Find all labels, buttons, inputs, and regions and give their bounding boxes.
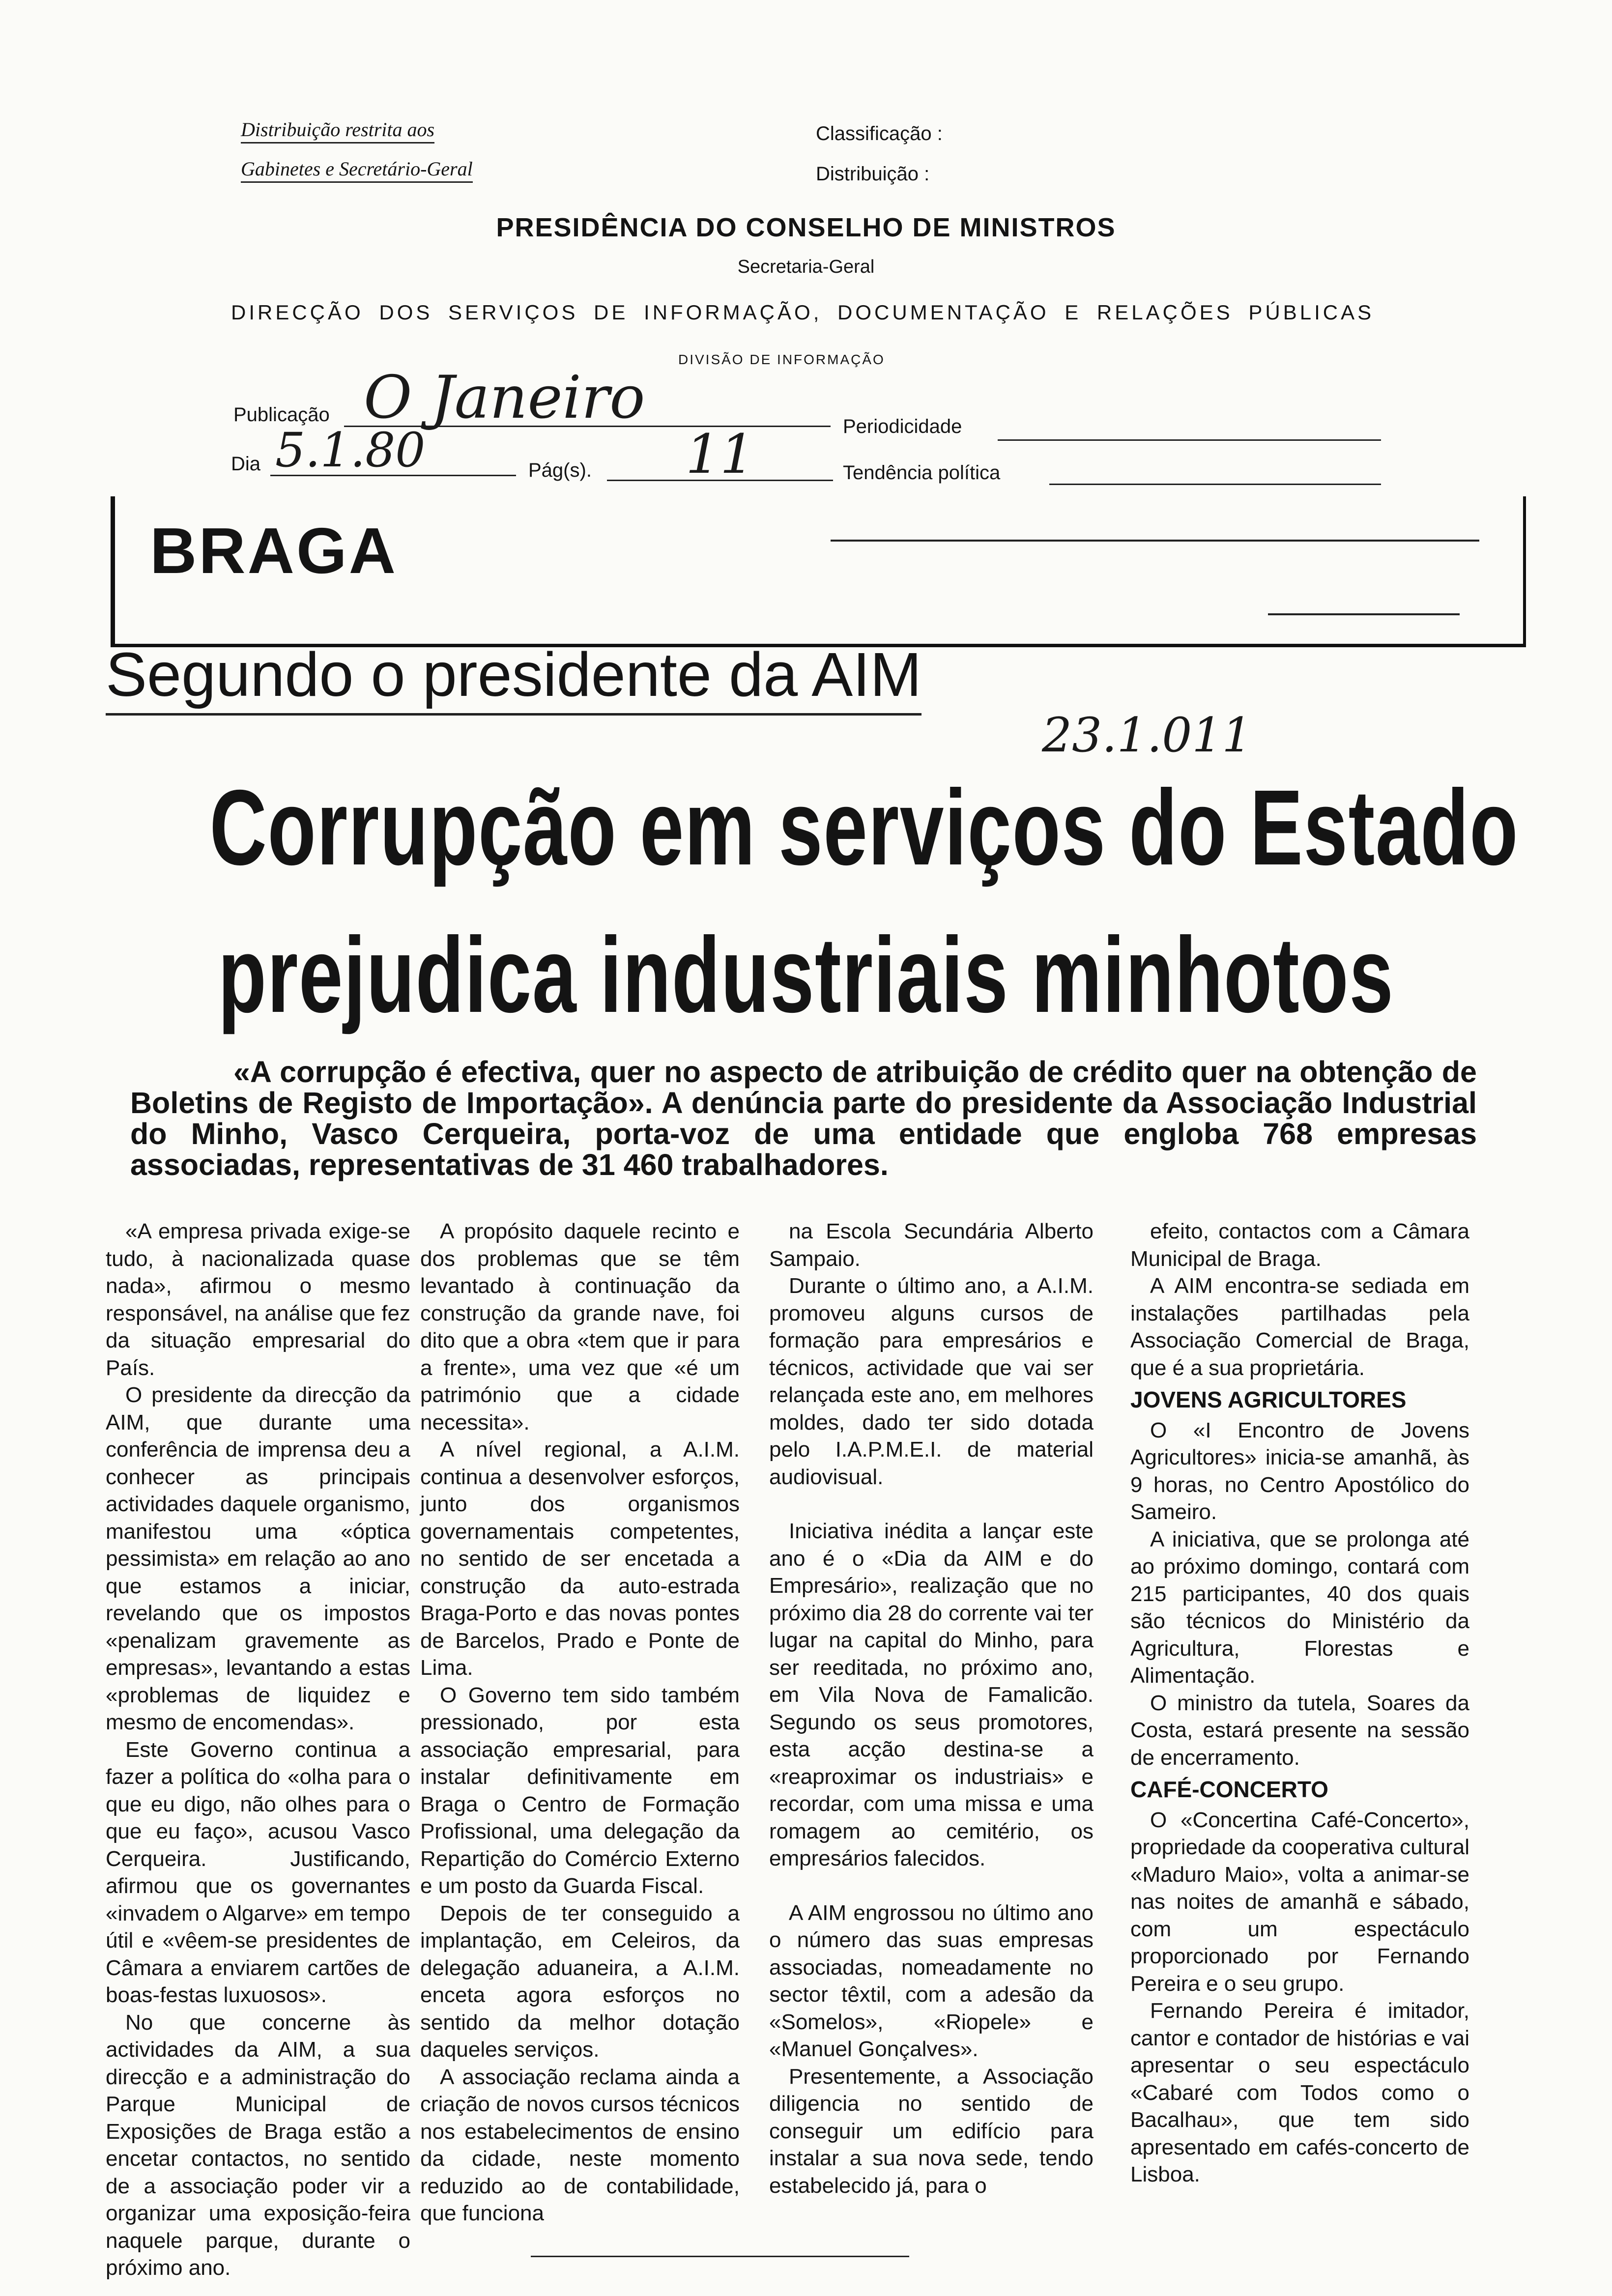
secretaria-geral: Secretaria-Geral xyxy=(737,257,875,277)
presidencia-title: PRESIDÊNCIA DO CONSELHO DE MINISTROS xyxy=(496,213,1116,242)
paragraph: A AIM encontra-se sediada em instalações partilhadas pela Associação Comercial de Braga, que é a sua proprietária. xyxy=(1130,1274,1469,1380)
dia-label: Dia xyxy=(231,453,261,475)
paragraph: Durante o último ano, a A.I.M. promoveu alguns cursos de formação para empresários e técnicos, actividade que vai ser relançada este ano, em melhores moldes, dado ter sido dotada pelo I.A.P.M.E.I. de material audiovisual. xyxy=(769,1274,1094,1489)
divisao-line: DIVISÃO DE INFORMAÇÃO xyxy=(678,352,885,367)
pags-handwritten: 11 xyxy=(686,423,754,486)
pags-field xyxy=(607,423,833,486)
publicacao-handwritten: O Janeiro xyxy=(364,364,645,432)
paragraph: na Escola Secundária Alberto Sampaio. xyxy=(769,1219,1094,1271)
paragraph: A iniciativa, que se prolonga até ao próximo domingo, contará com 215 participantes, 40 dos quais são técnicos do Ministério da Agricultura, Florestas e Alimentação. xyxy=(1130,1527,1469,1688)
article-lead xyxy=(130,1057,1477,1180)
jovens-agricultores-heading: JOVENS AGRICULTORES xyxy=(1130,1387,1407,1412)
paragraph: A nível regional, a A.I.M. continua a desenvolver esforços, junto dos organismos governamentais competentes, no sentido de ser encetada a construção da auto-estrada Braga-Porto e das novas pontes de Barcelos, Prado e Ponte de Lima. xyxy=(420,1437,740,1680)
classificacao-label: Classificação : xyxy=(816,123,943,144)
article-column-4 xyxy=(1130,1218,1469,2188)
bottom-rule xyxy=(531,2256,909,2257)
publicacao-field xyxy=(344,364,831,432)
paragraph: Fernando Pereira é imitador, cantor e contador de histórias e vai apresentar o seu espectáculo «Cabaré com Todos como o Bacalhau», que tem sido apresentado em cafés-concerto de Lisboa. xyxy=(1130,1999,1469,2186)
paragraph: Este Governo continua a fazer a política do «olha para o que eu digo, não olhes para o que eu faço», acusou Vasco Cerqueira. Justificando, afirmou que os governantes «invadem o Algarve» em tempo útil e «vêem-se presidentes de Câmara a enviarem cartões de boas-festas luxuosos». xyxy=(106,1737,410,2007)
paragraph: Iniciativa inédita a lançar este ano é o «Dia da AIM e do Empresário», realização que no próximo dia 28 do corrente vai ter lugar na capital do Minho, para ser reeditada, no próximo ano, em Vila Nova de Famalicão. Segundo os seus promotores, esta acção destina-se a «reaproximar os industriais» e recordar, com uma missa e uma romagem ao cemitério, os empresários falecidos. xyxy=(769,1519,1094,1870)
paragraph: No que concerne às actividades da AIM, a sua direcção e a administração do Parque Municipal de Exposições de Braga estão a encetar contactos, no sentido de a associação poder vir a organizar uma exposição-feira naquele parque, durante o próximo ano. xyxy=(106,2010,410,2280)
paragraph: A AIM engrossou no último ano o número das suas empresas associadas, nomeadamente no sector têxtil, com a adesão da «Somelos», «Riopele» e «Manuel Gonçalves». xyxy=(769,1900,1094,2061)
section-rule-top xyxy=(831,540,1479,542)
dia-handwritten: 5.1.80 xyxy=(275,423,426,478)
distribuicao-label: Distribuição : xyxy=(816,163,930,185)
paragraph: O Governo tem sido também pressionado, por esta associação empresarial, para instalar definitivamente em Braga o Centro de Formação Profissional, uma delegação da Repartição do Comércio Externo e um posto da Guarda Fiscal. xyxy=(420,1683,740,1898)
restricted-distribution-line1: Distribuição restrita aos xyxy=(241,118,434,144)
paragraph: O ministro da tutela, Soares da Costa, estará presente na sessão de encerramento. xyxy=(1130,1691,1469,1770)
article-column-2 xyxy=(420,1218,740,2227)
handwritten-annotation: 23.1.011 xyxy=(1042,708,1252,763)
cafe-concerto-heading: CAFÉ-CONCERTO xyxy=(1130,1777,1328,1802)
article-subheading: Segundo o presidente da AIM xyxy=(106,639,921,716)
headline-line2: prejudica industriais minhotos xyxy=(218,916,1394,1035)
section-title: BRAGA xyxy=(150,515,398,587)
headline-line1: Corrupção em serviços do Estado xyxy=(209,768,1519,888)
periodicidade-field xyxy=(998,418,1381,441)
paragraph: Depois de ter conseguido a implantação, em Celeiros, da delegação aduaneira, a A.I.M. enceta agora esforços no sentido da melhor dotação daqueles serviços. xyxy=(420,1901,740,2062)
periodicidade-label: Periodicidade xyxy=(843,416,962,437)
lead-text: «A corrupção é efectiva, quer no aspecto de atribuição de crédito quer na obtenção de Boletins de Registo de Importação». A denúncia parte do presidente da Associação Industrial do Minho, Vasco Cerqueira, porta-voz de uma entidade que engloba 768 empresas associadas, representativas de 31 460 trabalhadores. xyxy=(130,1055,1477,1181)
tendencia-field xyxy=(1049,462,1381,485)
paragraph: «A empresa privada exige-se tudo, à nacionalizada quase nada», afirmou o mesmo responsável, na análise que fez da situação empresarial do País. xyxy=(106,1219,410,1380)
tendencia-label: Tendência política xyxy=(843,462,1001,484)
pags-label: Pág(s). xyxy=(528,459,592,481)
article-column-3 xyxy=(769,1218,1094,2199)
paragraph: Presentemente, a Associação diligencia no sentido de conseguir um edifício para instalar a sua nova sede, tendo estabelecido já, para o xyxy=(769,2064,1094,2198)
section-rule-bottom xyxy=(1268,613,1460,615)
paragraph: O presidente da direcção da AIM, que durante uma conferência de imprensa deu a conhecer as principais actividades daquele organismo, manifestou uma «óptica pessimista» em relação ao ano que estamos a iniciar, revelando que os impostos «penalizam gravemente as empresas», levantando a estas «problemas de liquidez e mesmo de encomendas». xyxy=(106,1383,410,1734)
article-column-1 xyxy=(106,1218,410,2282)
paragraph: A associação reclama ainda a criação de novos cursos técnicos nos estabelecimentos de ensino da cidade, neste momento reduzido ao de contabilidade, que funciona xyxy=(420,2065,740,2225)
paragraph: O «I Encontro de Jovens Agricultores» inicia-se amanhã, às 9 horas, no Centro Apostólico do Sameiro. xyxy=(1130,1418,1469,1524)
publicacao-label: Publicação xyxy=(233,404,330,426)
direccao-line: DIRECÇÃO DOS SERVIÇOS DE INFORMAÇÃO, DOCUMENTAÇÃO E RELAÇÕES PÚBLICAS xyxy=(231,301,1375,324)
paragraph: efeito, contactos com a Câmara Municipal de Braga. xyxy=(1130,1219,1469,1271)
paragraph: O «Concertina Café-Concerto», propriedade da cooperativa cultural «Maduro Maio», volta a animar-se nas noites de amanhã e sábado, com um espectáculo proporcionado por Fernando Pereira e o seu grupo. xyxy=(1130,1808,1469,1996)
restricted-distribution-line2: Gabinetes e Secretário-Geral xyxy=(241,157,473,183)
dia-field xyxy=(270,423,516,478)
paragraph: A propósito daquele recinto e dos problemas que se têm levantado à continuação da construção da grande nave, foi dito que a obra «tem que ir para a frente», uma vez que «é um património que a cidade necessita». xyxy=(420,1219,740,1435)
